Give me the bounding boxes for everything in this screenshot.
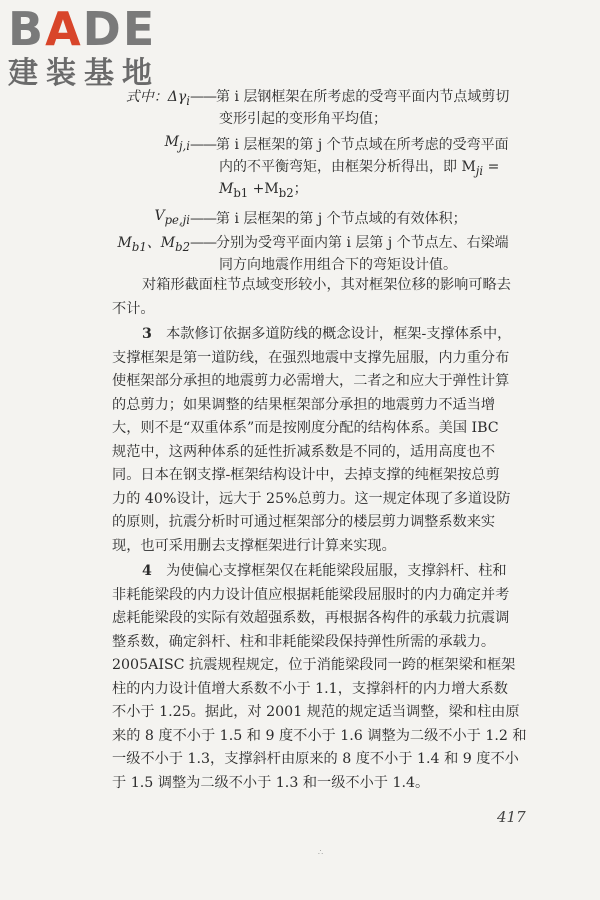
paragraph-box-section: 对箱形截面柱节点域变形较小，其对框架位移的影响可略去 不计。 (112, 277, 511, 317)
logo-letter-b: B (8, 2, 46, 56)
page-number: 417 (497, 808, 526, 826)
term: $M_{b1}$、$M_{b2}$ (117, 235, 190, 254)
footer-mark: ∴ (318, 848, 324, 857)
logo-wordmark (8, 4, 178, 54)
item-number-4: 4 (142, 563, 152, 579)
paragraph-3: 3 本款修订依据多道防线的概念设计，框架-支撑体系中， 支撑框架是第一道防线，在强烈地震中支撑先屈服，内力重分布 使框架部分承担的地震剪力必需增大，二者之和应大于弹性计算 的总剪力；如果调整的结果框架部分承担的地震剪力不适当增 大，则不是“双重体系”而是按刚度分配的结构体系。美国 IBC 规范中，这两种体系的延性折减系数是不同的，适用高度也不 同。日本在钢支撑-框架结构设计中，去掉支撑的纯框架按总剪 力的 40%设计，远大于 25%总剪力。这一规定体现了多道设防 的原则，抗震分析时可通过框架部分的楼层剪力调整系数来实 现，也可采用删去支撑框架进行计算来实现。 (112, 326, 512, 554)
term: 式中：$\Delta\gamma_i$ (125, 89, 190, 108)
term: $V_{pe,ji}$ (154, 208, 190, 227)
item-number-3: 3 (142, 326, 152, 342)
logo-subtitle: 建装基地 (8, 56, 160, 91)
logo-letters-de: DE (82, 2, 157, 56)
paragraph-4: 4 为使偏心支撑框架仅在耗能梁段屈服，支撑斜杆、柱和 非耗能梁段的内力设计值应根据耗能梁段屈服时的内力确定并考 虑耗能梁段的实际有效超强系数，再根据各构件的承载力抗震调 整系数，确定斜杆、柱和非耗能梁段保持弹性所需的承载力。 2005AISC 抗震规程规定，位于消能梁段同一跨的框架梁和框架 柱的内力设计值增大系数不小于 1.1，支撑斜杆的内力增大系数 不小于 1.25。据此，对 2001 规范的规定适当调整，梁和柱由原 来的 8 度不小于 1.5 和 9 度不小于 1.6 调整为二级不小于 1.2 和 一级不小于 1.3，支撑斜杆由原来的 8 度不小于 1.4 和 9 度不小 于 1.5 调整为二级不小于 1.3 和一级不小于 1.4。 (112, 563, 527, 791)
logo-letter-a: A (45, 2, 83, 56)
term: $M_{j,i}$ (164, 134, 190, 153)
